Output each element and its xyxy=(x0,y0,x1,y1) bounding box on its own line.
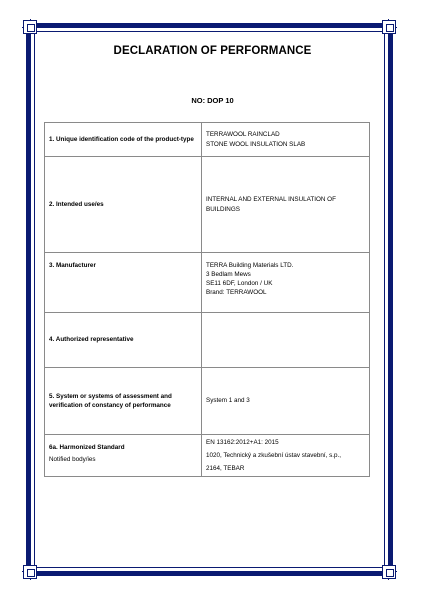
value-line: System 1 and 3 xyxy=(206,397,250,405)
border-line-bottom xyxy=(22,571,397,572)
row-label-text: 6a. Harmonized Standard xyxy=(49,444,125,451)
corner-ornament-top-right xyxy=(382,20,396,34)
value-line: 3 Bedlam Mews xyxy=(206,271,251,279)
table-row xyxy=(45,123,370,157)
row-value xyxy=(202,157,370,253)
corner-ornament-top-left xyxy=(23,20,37,34)
table-row xyxy=(45,313,370,368)
row-label: 2. Intended use/es xyxy=(45,157,202,253)
value-line: TERRAWOOL RAINCLAD xyxy=(206,131,280,139)
value-line: TERRA Building Materials LTD. xyxy=(206,262,294,269)
declaration-table xyxy=(44,122,370,477)
row-label xyxy=(45,435,202,477)
row-sublabel: Notified body/ies xyxy=(49,456,96,464)
value-line: 1020, Technický a zkušební ústav stavební, s.p., xyxy=(206,452,341,460)
row-value xyxy=(202,313,370,368)
value-line: INTERNAL AND EXTERNAL INSULATION OF BUILDINGS xyxy=(206,196,336,213)
row-label: 1. Unique identification code of the product-type xyxy=(45,123,202,157)
document-number: NO: DOP 10 xyxy=(191,96,234,105)
row-value xyxy=(202,253,370,313)
border-line-top xyxy=(22,27,397,28)
value-line: 2164, TEBAR xyxy=(206,465,245,473)
value-line: EN 13162:2012+A1: 2015 xyxy=(206,439,279,446)
value-line: Brand: TERRAWOOL xyxy=(206,289,267,297)
row-label: 4. Authorized representative xyxy=(45,313,202,368)
value-line: SE11 6DF, London / UK xyxy=(206,280,273,288)
corner-ornament-bottom-left xyxy=(23,565,37,579)
document-title: DECLARATION OF PERFORMANCE xyxy=(113,45,312,57)
table-row xyxy=(45,435,370,477)
row-label: 3. Manufacturer xyxy=(45,253,202,313)
row-label: 5. System or systems of assessment and verification of constancy of performance xyxy=(45,368,202,435)
row-value xyxy=(202,368,370,435)
table-row xyxy=(45,157,370,253)
value-line: STONE WOOL INSULATION SLAB xyxy=(206,140,306,148)
row-value xyxy=(202,123,370,157)
table-row xyxy=(45,368,370,435)
row-value xyxy=(202,435,370,477)
table-row xyxy=(45,253,370,313)
corner-ornament-bottom-right xyxy=(382,565,396,579)
